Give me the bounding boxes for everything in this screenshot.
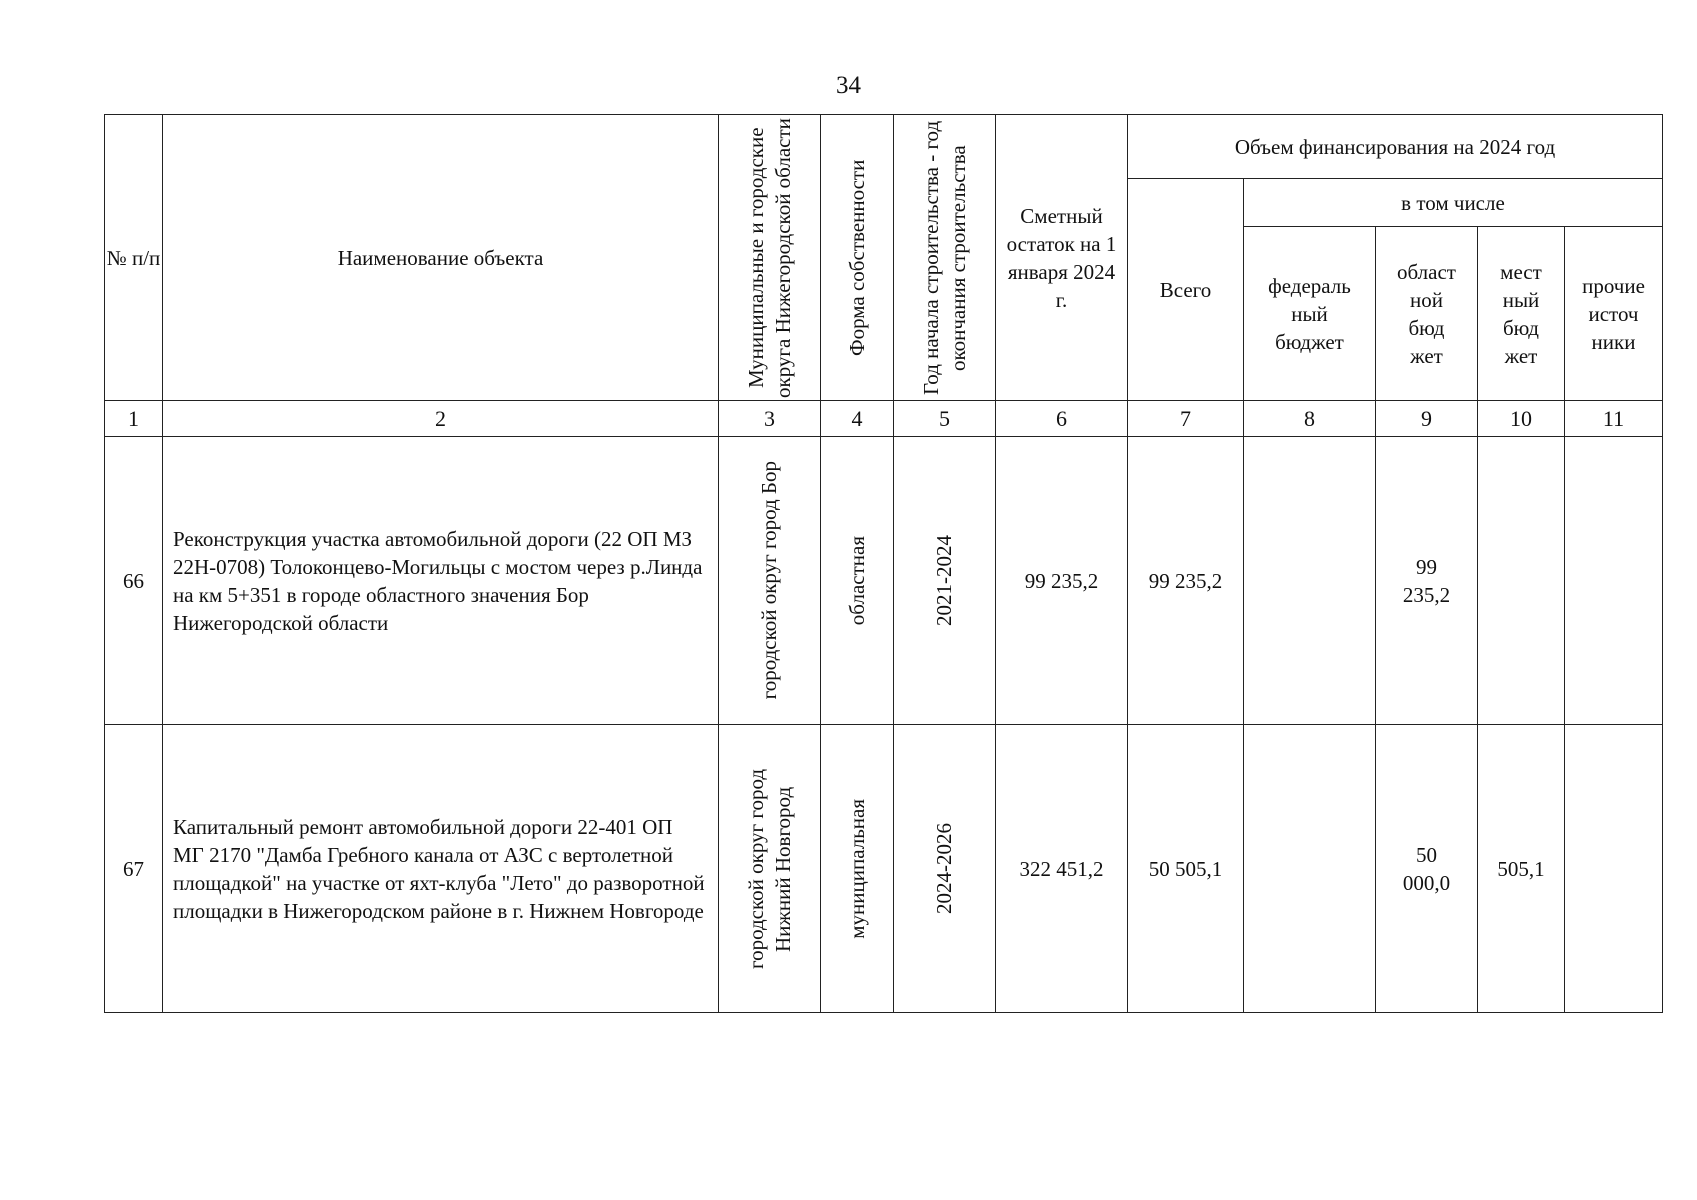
header-regional: област ной бюд жет [1376, 227, 1478, 401]
header-object-name: Наименование объекта [163, 115, 719, 401]
district-text: городской округ город Бор [757, 461, 781, 700]
column-number: 10 [1478, 401, 1565, 437]
other [1565, 437, 1663, 725]
column-numbers-row [105, 401, 1663, 437]
total: 99 235,2 [1128, 437, 1244, 725]
years [894, 437, 996, 725]
header-ownership [821, 115, 894, 401]
column-number: 2 [163, 401, 719, 437]
row-number: 67 [105, 725, 163, 1013]
header-local: мест ный бюд жет [1478, 227, 1565, 401]
district [719, 725, 821, 1013]
header-district-text: Муниципальные и городские округа Нижегородской области [743, 117, 795, 398]
balance: 322 451,2 [996, 725, 1128, 1013]
row-number: 66 [105, 437, 163, 725]
total: 50 505,1 [1128, 725, 1244, 1013]
column-number: 7 [1128, 401, 1244, 437]
column-number: 9 [1376, 401, 1478, 437]
ownership [821, 725, 894, 1013]
ownership [821, 437, 894, 725]
district-text: городской округ город Нижний Новгород [743, 768, 795, 969]
federal [1244, 437, 1376, 725]
column-number: 11 [1565, 401, 1663, 437]
column-number: 6 [996, 401, 1128, 437]
column-number: 8 [1244, 401, 1376, 437]
years [894, 725, 996, 1013]
ownership-text: областная [844, 535, 869, 626]
years-text: 2024-2026 [932, 823, 956, 914]
page-number: 34 [836, 72, 861, 99]
header-including: в том числе [1244, 179, 1663, 227]
federal [1244, 725, 1376, 1013]
object-name: Реконструкция участка автомобильной дороги (22 ОП МЗ 22Н-0708) Толоконцево-Могильцы с мостом через р.Линда на км 5+351 в городе областного значения Бор Нижегородской области [163, 437, 719, 725]
years-text: 2021-2024 [932, 535, 956, 626]
financing-table [104, 114, 1663, 1013]
column-number: 4 [821, 401, 894, 437]
header-other: прочие источ ники [1565, 227, 1663, 401]
column-number: 1 [105, 401, 163, 437]
regional: 50 000,0 [1376, 725, 1478, 1013]
header-total: Всего [1128, 179, 1244, 401]
column-number: 3 [719, 401, 821, 437]
header-funding-group: Объем финансирования на 2024 год [1128, 115, 1663, 179]
header-federal: федераль ный бюджет [1244, 227, 1376, 401]
header-ownership-text: Форма собственности [844, 159, 869, 356]
table-row [105, 725, 1663, 1013]
header-balance: Сметный остаток на 1 января 2024 г. [996, 115, 1128, 401]
ownership-text: муниципальная [844, 798, 869, 939]
header-years [894, 115, 996, 401]
header-number: № п/п [105, 115, 163, 401]
regional: 99 235,2 [1376, 437, 1478, 725]
balance: 99 235,2 [996, 437, 1128, 725]
column-number: 5 [894, 401, 996, 437]
other [1565, 725, 1663, 1013]
local [1478, 437, 1565, 725]
table-row [105, 437, 1663, 725]
district [719, 437, 821, 725]
local: 505,1 [1478, 725, 1565, 1013]
header-district [719, 115, 821, 401]
object-name: Капитальный ремонт автомобильной дороги 22-401 ОП МГ 2170 "Дамба Гребного канала от АЗС с вертолетной площадкой" на участке от яхт-клуба "Лето" до разворотной площадки в Нижегородском районе в г. Нижнем Новгороде [163, 725, 719, 1013]
header-years-text: Год начала строительства - год окончания строительства [918, 120, 970, 395]
